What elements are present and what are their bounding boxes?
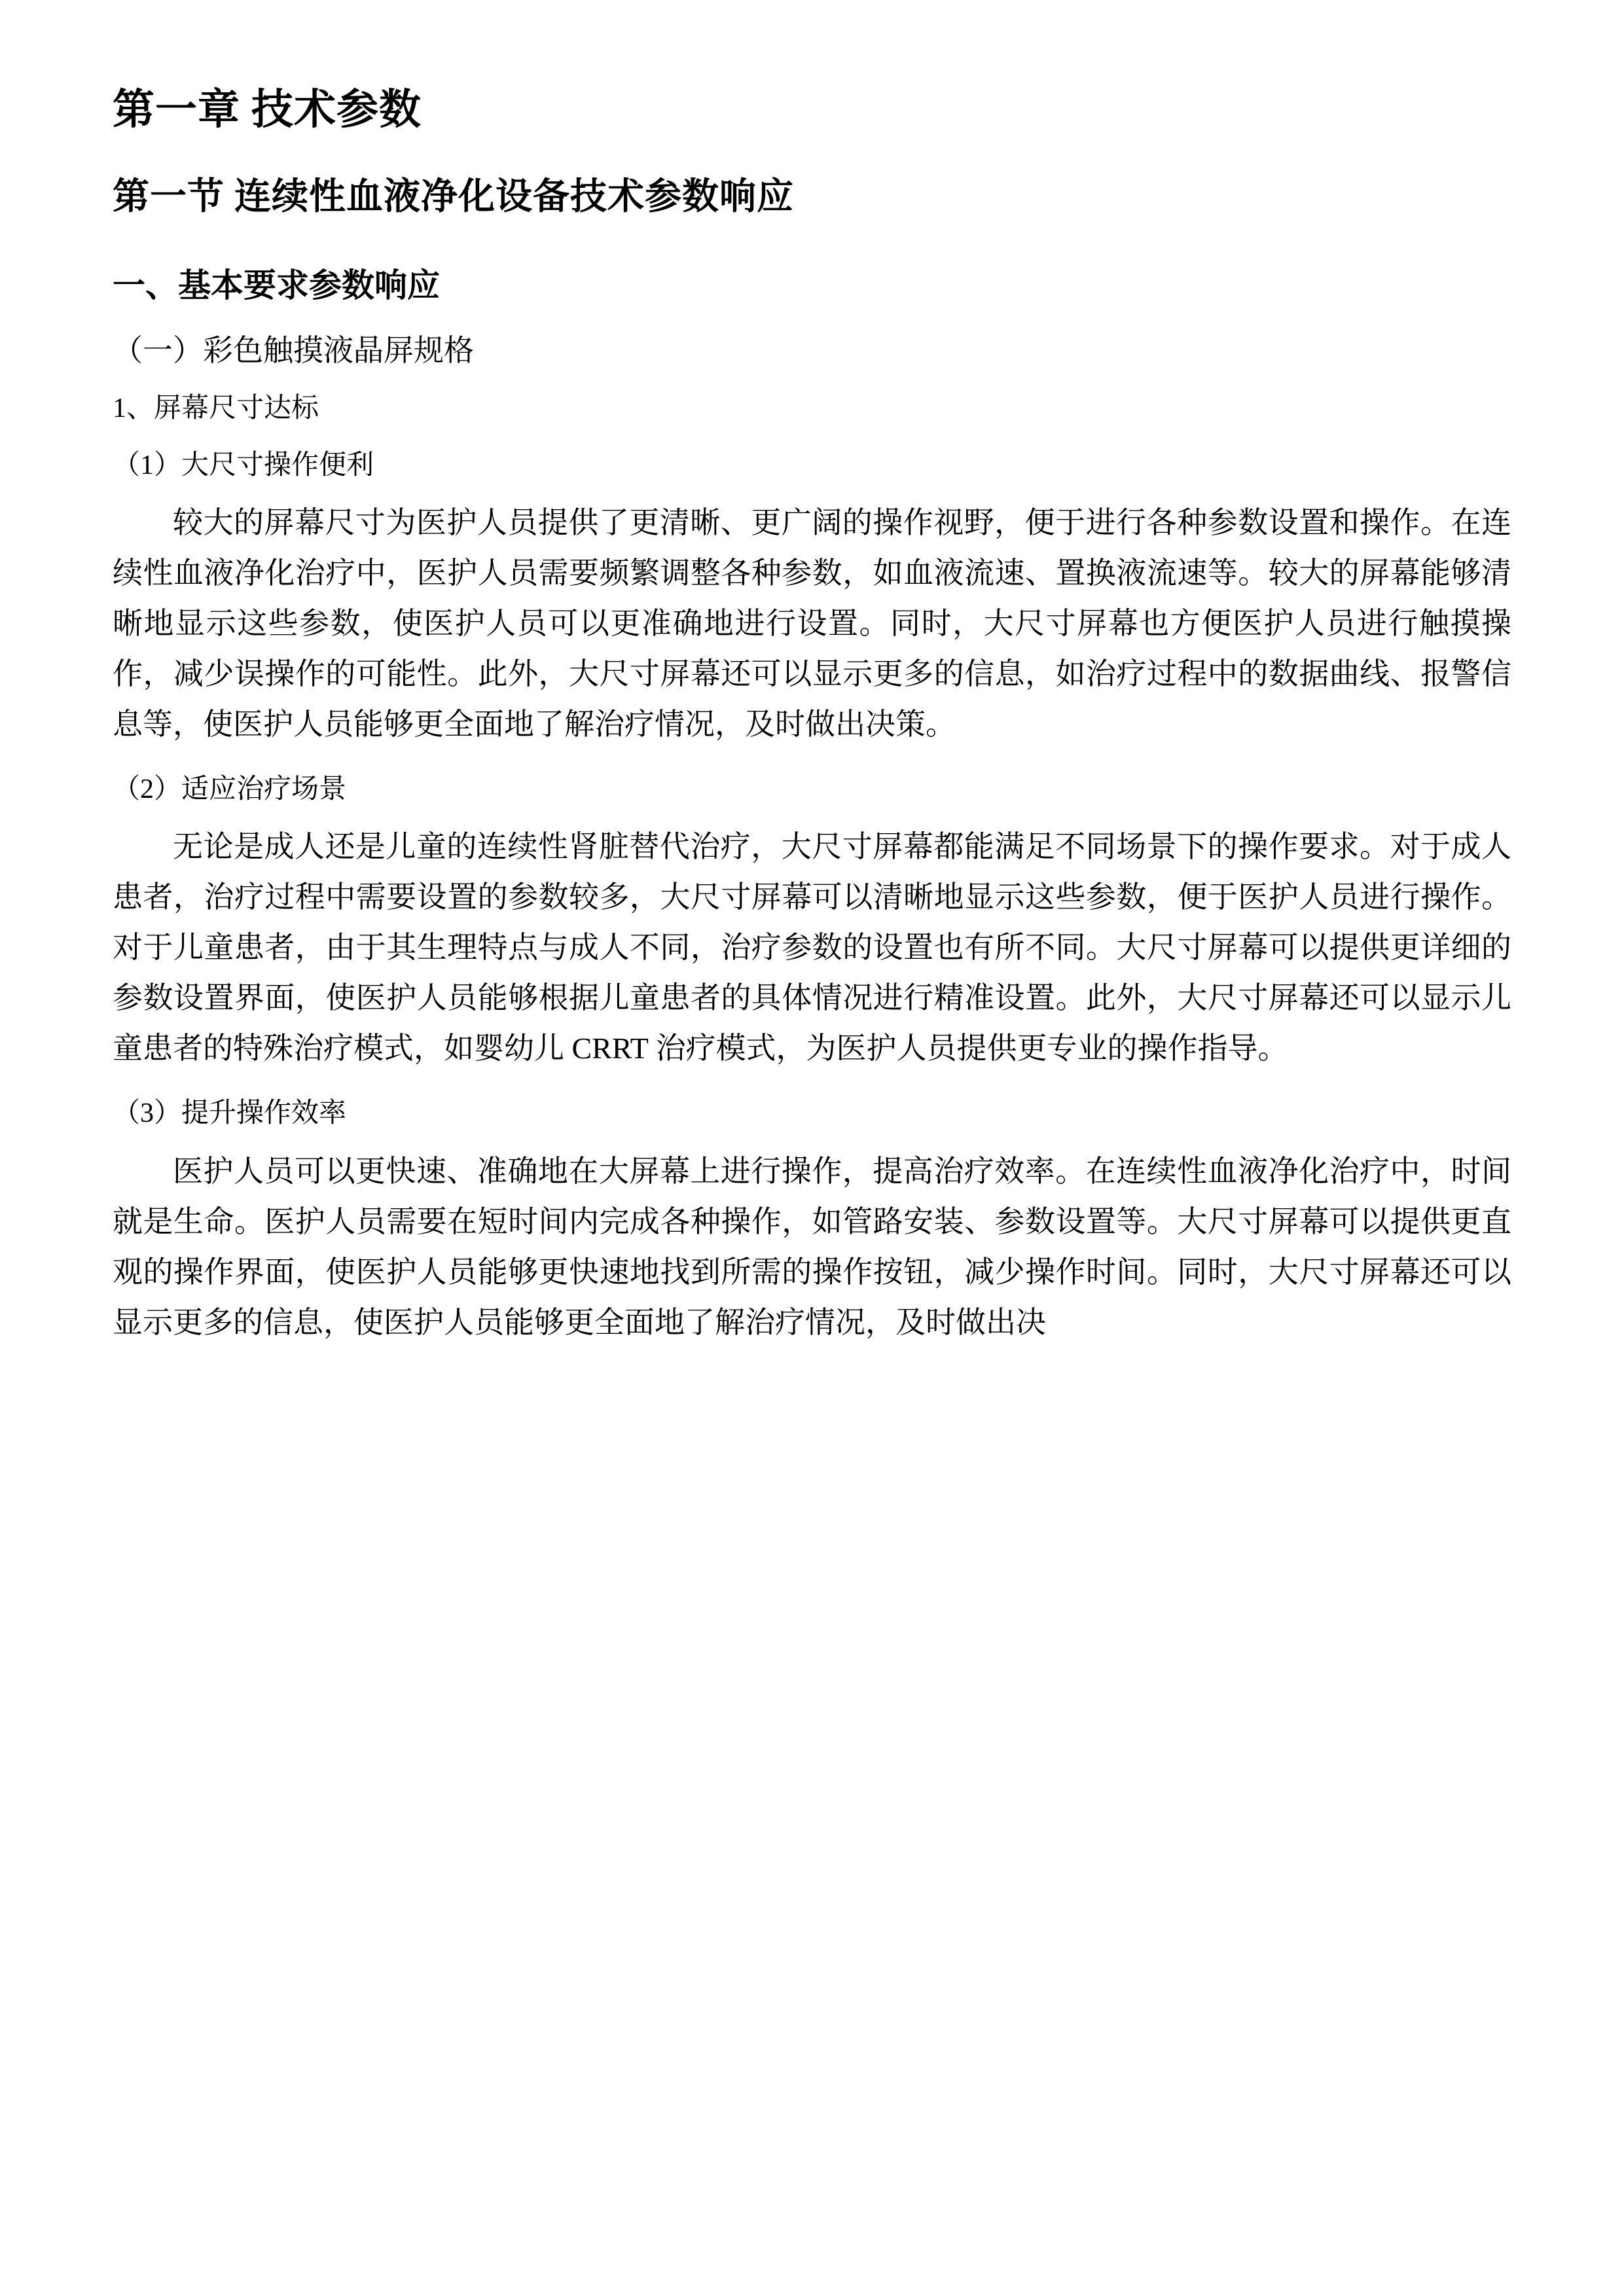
point-block [113,773,1511,1073]
point-block [113,1097,1511,1347]
section-title: 第一节 连续性血液净化设备技术参数响应 [113,177,794,217]
item-title: （一）彩色触摸液晶屏规格 [113,334,474,367]
point-heading-3: （3）提升操作效率 [113,1098,347,1129]
point-body-3: 医护人员可以更快速、准确地在大屏幕上进行操作，提高治疗效率。在连续性血液净化治疗中，时间就是生命。医护人员需要在短时间内完成各种操作，如管路安装、参数设置等。大尺寸屏幕可以提供更直观的操作界面，使医护人员能够更快速地找到所需的操作按钮，减少操作时间。同时，大尺寸屏幕还可以显示更多的信息，使医护人员能够更全面地了解治疗情况，及时做出决 [113,1154,1511,1339]
point-body-1: 较大的屏幕尺寸为医护人员提供了更清晰、更广阔的操作视野，便于进行各种参数设置和操作。在连续性血液净化治疗中，医护人员需要频繁调整各种参数，如血液流速、置换液流速等。较大的屏幕能够清晰地显示这些参数，使医护人员可以更准确地进行设置。同时，大尺寸屏幕也方便医护人员进行触摸操作，减少误操作的可能性。此外，大尺寸屏幕还可以显示更多的信息，如治疗过程中的数据曲线、报警信息等，使医护人员能够更全面地了解治疗情况，及时做出决策。 [113,505,1511,741]
point-block [113,449,1511,749]
chapter-title: 第一章 技术参数 [113,86,422,133]
point-body-2: 无论是成人还是儿童的连续性肾脏替代治疗，大尺寸屏幕都能满足不同场景下的操作要求。对于成人患者，治疗过程中需要设置的参数较多，大尺寸屏幕可以清晰地显示这些参数，便于医护人员进行操作。对于儿童患者，由于其生理特点与成人不同，治疗参数的设置也有所不同。大尺寸屏幕可以提供更详细的参数设置界面，使医护人员能够根据儿童患者的具体情况进行精准设置。此外，大尺寸屏幕还可以显示儿童患者的特殊治疗模式，如婴幼儿 CRRT 治疗模式，为医护人员提供更专业的操作指导。 [113,830,1511,1066]
numbered-item-title: 1、屏幕尺寸达标 [113,393,319,424]
point-heading-1: （1）大尺寸操作便利 [113,450,374,480]
point-heading-2: （2）适应治疗场景 [113,774,347,804]
subsection-title: 一、基本要求参数响应 [113,267,440,304]
